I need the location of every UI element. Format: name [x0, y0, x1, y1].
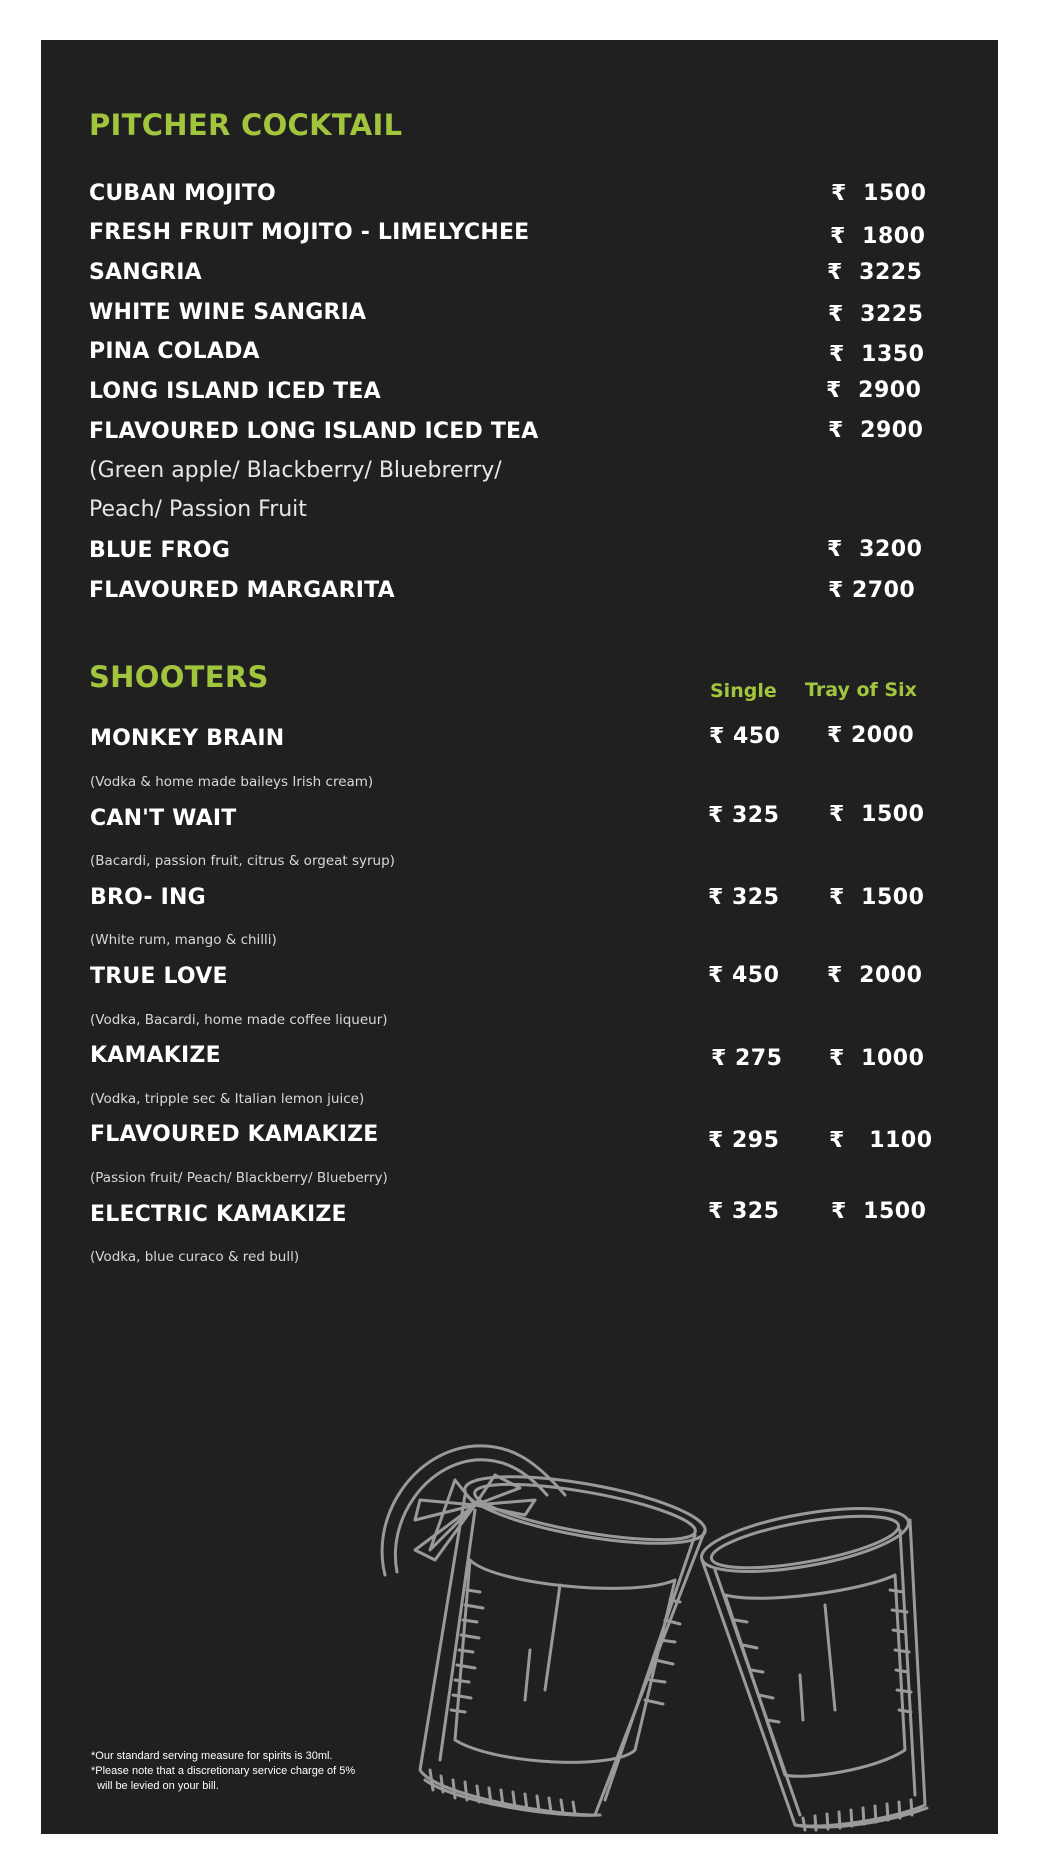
pitcher-item-price: ₹ 2900 [826, 378, 922, 403]
shooter-price-single: ₹ 325 [708, 803, 780, 828]
pitcher-item-price: ₹ 3200 [827, 537, 923, 562]
shooter-item-name: MONKEY BRAIN [90, 726, 285, 751]
shooter-item-name: ELECTRIC KAMAKIZE [90, 1202, 347, 1227]
shooter-price-tray: ₹ 2000 [827, 723, 915, 748]
shooter-price-tray: ₹ 1000 [829, 1046, 925, 1071]
pitcher-item-name: FLAVOURED LONG ISLAND ICED TEA [89, 419, 539, 444]
shooter-item-name: CAN'T WAIT [90, 806, 237, 831]
pitcher-item-name: FRESH FRUIT MOJITO - LIMELYCHEE [89, 220, 530, 245]
rupee-icon: ₹ [828, 418, 844, 443]
section-title-shooters: SHOOTERS [89, 660, 269, 694]
shooter-price-single: ₹ 450 [709, 724, 781, 749]
rupee-icon: ₹ [827, 963, 843, 988]
rupee-icon: ₹ [831, 1199, 847, 1224]
shot-glass-right-icon [697, 1496, 927, 1830]
rupee-icon: ₹ [709, 724, 725, 749]
shot-glasses-toast-icon [375, 1420, 935, 1840]
pitcher-item-name: BLUE FROG [89, 538, 231, 563]
shooter-price-tray: ₹ 2000 [827, 963, 923, 988]
shooter-item-desc: (Vodka, tripple sec & Italian lemon juice) [90, 1091, 365, 1107]
shooter-price-single: ₹ 450 [708, 963, 780, 988]
shooter-item-desc: (Vodka, Bacardi, home made coffee liqueur) [90, 1012, 388, 1028]
shooter-price-single: ₹ 295 [708, 1128, 780, 1153]
rupee-icon: ₹ [829, 885, 845, 910]
rupee-icon: ₹ [708, 1128, 724, 1153]
pitcher-item-name: CUBAN MOJITO [89, 181, 276, 206]
shooter-item-name: BRO- ING [90, 885, 206, 910]
pitcher-item-name: FLAVOURED MARGARITA [89, 578, 395, 603]
rupee-icon: ₹ [827, 537, 843, 562]
pitcher-item-name: SANGRIA [89, 260, 202, 285]
shooter-item-name: TRUE LOVE [90, 964, 228, 989]
shooter-item-desc: (Vodka & home made baileys Irish cream) [90, 774, 374, 790]
rupee-icon: ₹ [827, 723, 843, 748]
rupee-icon: ₹ [829, 802, 845, 827]
shooter-price-single: ₹ 325 [708, 1199, 780, 1224]
rupee-icon: ₹ [828, 578, 844, 603]
rupee-icon: ₹ [708, 963, 724, 988]
pitcher-item-name: PINA COLADA [89, 339, 260, 364]
section-title-pitcher-cocktail: PITCHER COCKTAIL [89, 108, 403, 142]
rupee-icon: ₹ [708, 885, 724, 910]
rupee-icon: ₹ [831, 181, 847, 206]
pitcher-item-price: ₹ 2700 [828, 578, 916, 603]
shooter-item-desc: (White rum, mango & chilli) [90, 932, 277, 948]
shooter-item-desc: (Vodka, blue curaco & red bull) [90, 1249, 300, 1265]
pitcher-item-price: ₹ 1350 [829, 342, 925, 367]
shooter-price-tray: ₹ 1500 [829, 885, 925, 910]
pitcher-item-name: WHITE WINE SANGRIA [89, 300, 367, 325]
shooter-price-tray: ₹ 1100 [829, 1128, 933, 1153]
shooter-price-single: ₹ 325 [708, 885, 780, 910]
pitcher-item-name: LONG ISLAND ICED TEA [89, 379, 381, 404]
flavour-note: (Green apple/ Blackberry/ Bluebrerry/ [89, 458, 502, 483]
column-header-single: Single [710, 680, 777, 702]
shooter-item-desc: (Passion fruit/ Peach/ Blackberry/ Blueberry) [90, 1170, 388, 1186]
flavour-note: Peach/ Passion Fruit [89, 497, 307, 522]
shooter-item-name: FLAVOURED KAMAKIZE [90, 1122, 379, 1147]
rupee-icon: ₹ [829, 1046, 845, 1071]
rupee-icon: ₹ [828, 302, 844, 327]
rupee-icon: ₹ [711, 1046, 727, 1071]
pitcher-item-price: ₹ 3225 [827, 260, 923, 285]
rupee-icon: ₹ [829, 342, 845, 367]
pitcher-item-price: ₹ 1500 [831, 181, 927, 206]
rupee-icon: ₹ [826, 378, 842, 403]
rupee-icon: ₹ [830, 224, 846, 249]
rupee-icon: ₹ [708, 1199, 724, 1224]
pitcher-item-price: ₹ 2900 [828, 418, 924, 443]
rupee-icon: ₹ [708, 803, 724, 828]
pitcher-item-price: ₹ 3225 [828, 302, 924, 327]
rupee-icon: ₹ [829, 1128, 845, 1153]
shooter-price-tray: ₹ 1500 [829, 802, 925, 827]
shooter-price-tray: ₹ 1500 [831, 1199, 927, 1224]
column-header-tray-of-six: Tray of Six [805, 679, 917, 701]
rupee-icon: ₹ [827, 260, 843, 285]
shooter-item-name: KAMAKIZE [90, 1043, 221, 1068]
pitcher-item-price: ₹ 1800 [830, 224, 926, 249]
shooter-price-single: ₹ 275 [711, 1046, 783, 1071]
shooter-item-desc: (Bacardi, passion fruit, citrus & orgeat syrup) [90, 853, 395, 869]
footer-note: *Our standard serving measure for spirits is 30ml. *Please note that a discretionary service charge of 5% will be levied on your bill. [91, 1750, 356, 1792]
